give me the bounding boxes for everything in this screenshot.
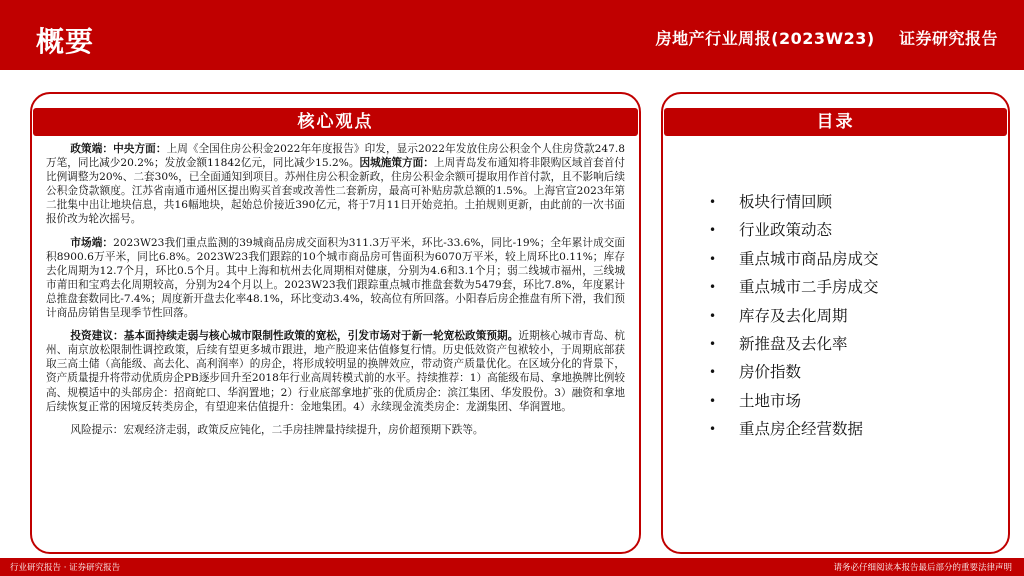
footer-bar xyxy=(0,558,1024,576)
toc-item[interactable] xyxy=(709,245,879,273)
footer-disclaimer: 请务必仔细阅读本报告最后部分的重要法律声明 xyxy=(833,563,1012,573)
bullet-icon: • xyxy=(709,365,717,380)
invest-paragraph xyxy=(46,329,625,414)
report-info xyxy=(656,26,998,49)
invest-label: 投资建议：基本面持续走弱与核心城市限制性政策的宽松，引发市场对于新一轮宽松政策预期。 xyxy=(70,330,519,343)
toc-item[interactable] xyxy=(709,387,879,415)
bullet-icon: • xyxy=(709,308,717,323)
toc-item[interactable] xyxy=(709,415,879,443)
page-title: 概要 xyxy=(36,25,95,58)
invest-text: 近期核心城市青岛、杭州、南京放松限制性调控政策，后续有望更多城市跟进，地产股迎来估值修复行情。历史低效资产包袱较小，于周期底部获取三高土储（高能级、高去化、高利润率）的房企，将形成较明显的换牌效应，带动资产质量优化。在区域分化的背景下，资产质量提升将带动优质房企PB逐步回升至2018年行业高周转模式前的水平。持续推荐：1）高能级布局、拿地换牌比例较高、规模适中的头部房企：招商蛇口、华润置地；2）行业底部拿地扩张的优质房企：滨江集团、华发股份。3）融资和拿地后续恢复正常的困境反转类房企，有望迎来估值提升：金地集团。4）永续现金流类房企：龙湖集团、华润置地。 xyxy=(46,330,626,413)
toc-item[interactable] xyxy=(709,216,879,244)
core-views-panel xyxy=(30,92,641,554)
footer-left: 行业研究报告 · 证券研究报告 xyxy=(10,563,121,573)
market-text: 2023W23我们重点监测的39城商品房成交面积为311.3万平米，环比-33.6%，同比-19%；全年累计成交面积8900.6万平米，同比6.8%。2023W23我们跟踪的10个城市商品房可售面积为6070万平米，较上周环比0.11%；库存去化周期为12.7个月，环比0.5个月。其中上海和杭州去化周期相对健康，分别为4.6和3.1个月；弱二线城市福州，三线城市莆田和宝鸡去化周期较高，分别为24个月以上。2023W23我们跟踪重点城市推盘套数为5479套，环比7.8%，年度累计总推盘套数同比-7.4%；周度新开盘去化率48.1%，环比变动3.4%，较高位有所回落。小阳春后房企推盘有所下滑，我们预计商品房销售呈现季节性回落。 xyxy=(46,236,626,320)
toc-item-label: 板块行情回顾 xyxy=(739,193,833,211)
risk-paragraph xyxy=(46,423,625,437)
toc-item-label: 重点房企经营数据 xyxy=(739,420,864,439)
bullet-icon: • xyxy=(709,422,717,437)
toc-item-label: 房价指数 xyxy=(739,363,802,382)
bullet-icon: • xyxy=(709,280,717,295)
policy-label: 政策端： xyxy=(70,143,114,155)
report-type: 证券研究报告 xyxy=(898,29,998,48)
policy-central-label: 中央方面： xyxy=(113,143,167,155)
market-paragraph xyxy=(46,236,625,321)
bullet-icon: • xyxy=(709,336,717,351)
toc-item[interactable] xyxy=(709,273,879,301)
core-views-heading: 核心观点 xyxy=(33,108,638,136)
toc-item[interactable] xyxy=(709,302,879,330)
toc-item[interactable] xyxy=(709,330,879,358)
policy-local-text: 上周青岛发布通知将非限购区域首套首付比例调整为20%、二套30%，已全面通知到项目。苏州住房公积金新政，住房公积金余额可提取用作首付款，且不影响后续公积金贷款额度。江苏省南通市通州区提出购买首套或改善性二套新房，最高可补贴房款总额的1.5%。上海官宣2023年第二批集中出让地块信息，共16幅地块，起始总价接近390亿元，将于7月11日开始竞拍。土拍规则更新，由此前的一次书面报价改为轮次摇号。 xyxy=(46,157,626,226)
toc-item-label: 库存及去化周期 xyxy=(739,306,848,325)
toc-item-label: 土地市场 xyxy=(739,391,802,410)
toc-item-label: 重点城市二手房成交 xyxy=(739,278,879,297)
toc-item-label: 重点城市商品房成交 xyxy=(739,249,879,268)
toc-heading: 目录 xyxy=(664,108,1007,136)
toc-item[interactable] xyxy=(709,188,879,216)
header-bar xyxy=(0,0,1024,70)
bullet-icon: • xyxy=(709,251,717,266)
toc-item-label: 新推盘及去化率 xyxy=(739,334,848,353)
policy-paragraph xyxy=(46,142,625,227)
toc-item[interactable] xyxy=(709,358,879,386)
risk-text: 风险提示：宏观经济走弱，政策反应钝化，二手房挂牌量持续提升，房价超预期下跌等。 xyxy=(70,423,484,436)
toc-list xyxy=(709,188,879,444)
toc-item-label: 行业政策动态 xyxy=(739,221,833,240)
report-title: 房地产行业周报(2023W23) xyxy=(655,29,875,48)
core-views-body xyxy=(46,142,625,437)
toc-panel xyxy=(661,92,1010,554)
policy-central-text: 上周《全国住房公积金2022年年度报告》印发，显示2022年发放住房公积金个人住房贷款247.8万笔，同比减少20.2%；发放金额11842亿元，同比减少15.2%。 xyxy=(46,143,626,170)
bullet-icon: • xyxy=(709,223,717,238)
market-label: 市场端： xyxy=(70,236,114,249)
bullet-icon: • xyxy=(709,195,717,209)
bullet-icon: • xyxy=(709,393,717,408)
policy-local-label: 因城施策方面： xyxy=(359,157,434,170)
